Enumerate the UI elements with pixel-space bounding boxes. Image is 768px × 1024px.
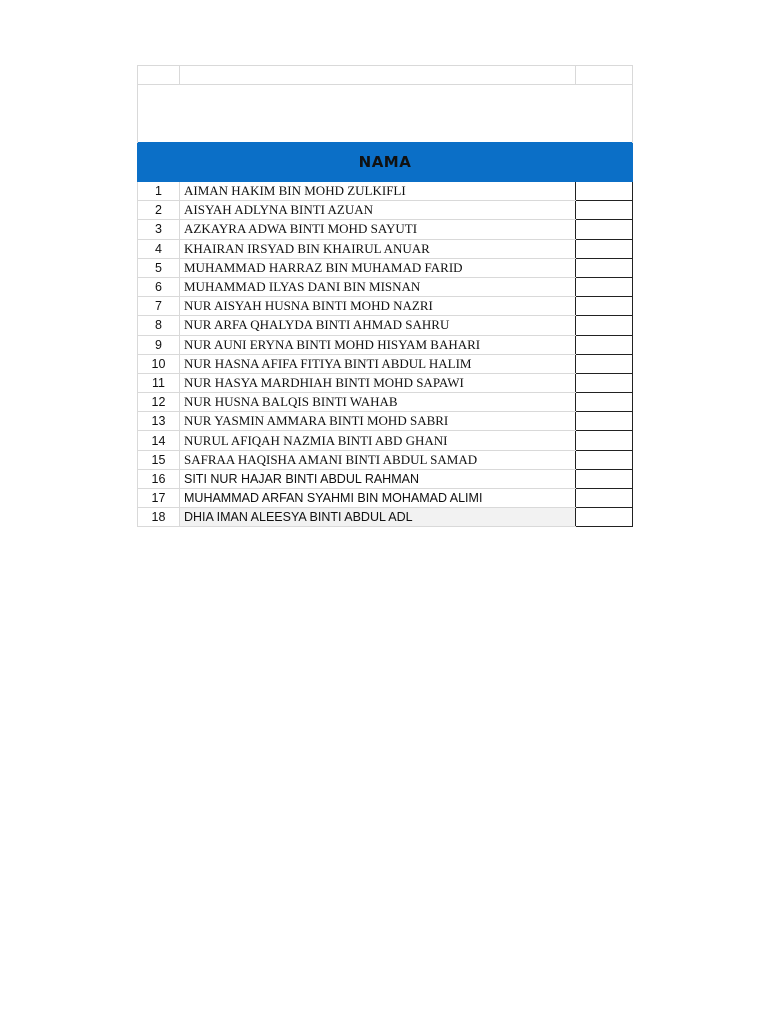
table-row xyxy=(138,431,633,450)
row-number: 5 xyxy=(138,258,180,277)
table-row xyxy=(138,182,633,201)
student-name: MUHAMMAD ARFAN SYAHMI BIN MOHAMAD ALIMI xyxy=(180,489,576,508)
student-name: MUHAMMAD HARRAZ BIN MUHAMAD FARID xyxy=(180,258,576,277)
checkbox-cell[interactable] xyxy=(576,201,633,220)
blank-spacer-row xyxy=(138,85,633,143)
row-number: 17 xyxy=(138,489,180,508)
checkbox-cell[interactable] xyxy=(576,431,633,450)
table-row xyxy=(138,469,633,488)
student-name: MUHAMMAD ILYAS DANI BIN MISNAN xyxy=(180,277,576,296)
checkbox-cell[interactable] xyxy=(576,182,633,201)
student-name: NUR HUSNA BALQIS BINTI WAHAB xyxy=(180,393,576,412)
student-name: SITI NUR HAJAR BINTI ABDUL RAHMAN xyxy=(180,469,576,488)
row-number: 18 xyxy=(138,508,180,527)
checkbox-cell[interactable] xyxy=(576,220,633,239)
student-name: NUR YASMIN AMMARA BINTI MOHD SABRI xyxy=(180,412,576,431)
table-row xyxy=(138,277,633,296)
row-number: 12 xyxy=(138,393,180,412)
student-name: NUR HASNA AFIFA FITIYA BINTI ABDUL HALIM xyxy=(180,354,576,373)
student-name: NUR ARFA QHALYDA BINTI AHMAD SAHRU xyxy=(180,316,576,335)
student-name: AZKAYRA ADWA BINTI MOHD SAYUTI xyxy=(180,220,576,239)
blank-cell[interactable] xyxy=(576,66,633,85)
checkbox-cell[interactable] xyxy=(576,508,633,527)
checkbox-cell[interactable] xyxy=(576,450,633,469)
header-row xyxy=(138,143,633,182)
checkbox-cell[interactable] xyxy=(576,489,633,508)
row-number: 10 xyxy=(138,354,180,373)
checkbox-cell[interactable] xyxy=(576,297,633,316)
row-number: 11 xyxy=(138,373,180,392)
checkbox-cell[interactable] xyxy=(576,373,633,392)
nama-header: NAMA xyxy=(138,143,633,182)
checkbox-cell[interactable] xyxy=(576,316,633,335)
row-number: 4 xyxy=(138,239,180,258)
student-name: DHIA IMAN ALEESYA BINTI ABDUL ADL xyxy=(180,508,576,527)
blank-cell[interactable] xyxy=(180,66,576,85)
row-number: 8 xyxy=(138,316,180,335)
blank-merged-cell xyxy=(138,85,633,143)
row-number: 15 xyxy=(138,450,180,469)
table-row xyxy=(138,373,633,392)
student-name: KHAIRAN IRSYAD BIN KHAIRUL ANUAR xyxy=(180,239,576,258)
table-row xyxy=(138,508,633,527)
row-number: 3 xyxy=(138,220,180,239)
student-name: NUR HASYA MARDHIAH BINTI MOHD SAPAWI xyxy=(180,373,576,392)
student-name: SAFRAA HAQISHA AMANI BINTI ABDUL SAMAD xyxy=(180,450,576,469)
table-row xyxy=(138,450,633,469)
checkbox-cell[interactable] xyxy=(576,412,633,431)
checkbox-cell[interactable] xyxy=(576,277,633,296)
row-number: 9 xyxy=(138,335,180,354)
table-row xyxy=(138,239,633,258)
checkbox-cell[interactable] xyxy=(576,469,633,488)
student-name: NUR AISYAH HUSNA BINTI MOHD NAZRI xyxy=(180,297,576,316)
checkbox-cell[interactable] xyxy=(576,393,633,412)
checkbox-cell[interactable] xyxy=(576,239,633,258)
table-row xyxy=(138,412,633,431)
row-number: 13 xyxy=(138,412,180,431)
blank-top-row xyxy=(138,66,633,85)
student-name: AISYAH ADLYNA BINTI AZUAN xyxy=(180,201,576,220)
table-row xyxy=(138,354,633,373)
row-number: 16 xyxy=(138,469,180,488)
blank-cell[interactable] xyxy=(138,66,180,85)
table-row xyxy=(138,393,633,412)
table-row xyxy=(138,316,633,335)
student-name: NURUL AFIQAH NAZMIA BINTI ABD GHANI xyxy=(180,431,576,450)
table-row xyxy=(138,201,633,220)
checkbox-cell[interactable] xyxy=(576,354,633,373)
row-number: 7 xyxy=(138,297,180,316)
row-number: 6 xyxy=(138,277,180,296)
checkbox-cell[interactable] xyxy=(576,335,633,354)
student-name: AIMAN HAKIM BIN MOHD ZULKIFLI xyxy=(180,182,576,201)
table-row xyxy=(138,297,633,316)
row-number: 1 xyxy=(138,182,180,201)
table-row xyxy=(138,335,633,354)
checkbox-cell[interactable] xyxy=(576,258,633,277)
student-name: NUR AUNI ERYNA BINTI MOHD HISYAM BAHARI xyxy=(180,335,576,354)
row-number: 2 xyxy=(138,201,180,220)
table-row xyxy=(138,258,633,277)
student-name-table xyxy=(137,65,633,527)
row-number: 14 xyxy=(138,431,180,450)
table-row xyxy=(138,220,633,239)
table-row xyxy=(138,489,633,508)
